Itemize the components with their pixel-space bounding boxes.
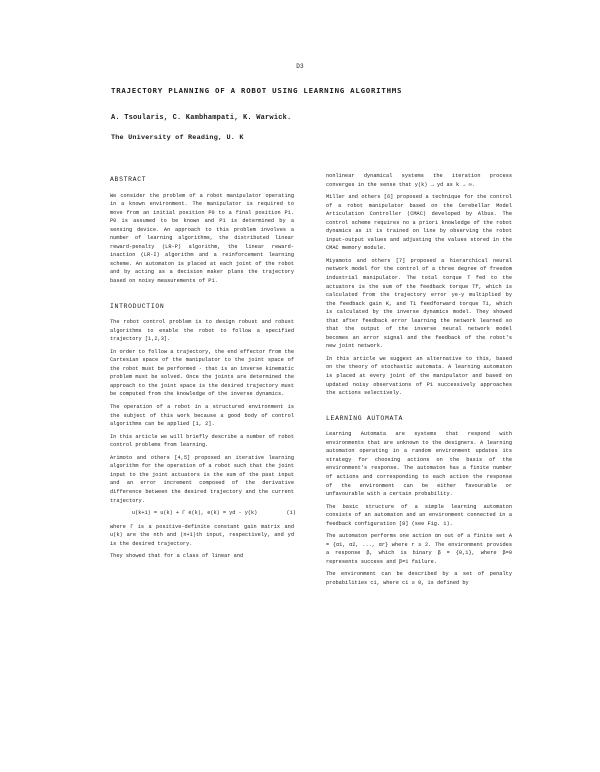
equation-number: (1) bbox=[286, 510, 296, 517]
right-paragraph-2: Miller and others [6] proposed a technique for the control of a robot manipulator based on the Cerebellar Model Articulation Controller (CMAC) developed by Albus. The control scheme requires no a priori knowledge of the robot dynamics as it is trained on line by observing the robot input-output values and adjusting the values stored in the CMAC memory module. bbox=[326, 194, 516, 252]
abstract-heading: ABSTRACT bbox=[110, 176, 147, 183]
right-column bbox=[326, 172, 516, 588]
right-paragraph-3: Miyamoto and others [7] proposed a hierarchical neural network model for the control of a three degree of freedom industrial manipulator. The total torque T fed to the actuators is the sum of the feedback torque Tf, which is calculated from the trajectory error ye-y multiplied by the feedback gain K, and Ti feedforward torque Ti, which is calculated by the inverse dynamics model. They showed that after feedback error learning the network learned so that the output of the inverse neural network model becomes an error signal and the feedback of the robot's new joint network. bbox=[326, 257, 516, 350]
paper-affiliation: The University of Reading, U. K bbox=[111, 134, 244, 142]
right-paragraph-8: The environment can be described by a set of penalty probabilities ci, where ci ≥ 0, is defined by bbox=[326, 571, 516, 586]
left-column bbox=[110, 176, 298, 561]
intro-paragraph-6: where Γ is a positive-definite constant gain matrix and u(k) are the nth and (n+1)th input, respectively, and yd is the desired trajectory. bbox=[110, 523, 298, 547]
right-paragraph-1: nonlinear dynamical systems the iteration process converges in the sense that y(k) → yd as k → ∞. bbox=[326, 173, 516, 188]
paper-authors: A. Tsoularis, C. Kambhampati, K. Warwick. bbox=[111, 114, 292, 122]
intro-paragraph-1: The robot control problem is to design robust and robust algorithms to enable the robot to follow a specified trajectory [1,2,3]. bbox=[110, 319, 298, 343]
abstract-text: We consider the problem of a robot manipulator operating in a known environment. The manipulator is required to move from an initial position P0 to a final position P1. P0 is assumed to be known and P1 is determined by a sensing device. An approach to this problem involves a number of learning algorithms, the distributed linear reward-penalty (LR-P) algorithm, the linear reward-inaction (LR-I) algorithm and a reinforcement learning scheme. An automaton is placed at each joint of the robot and by acting as a decision maker plans the trajectory based on noisy measurements of P1. bbox=[110, 192, 298, 285]
learning-automata-heading: LEARNING AUTOMATA bbox=[326, 414, 404, 422]
right-paragraph-4: In this article we suggest an alternative to this, based on the theory of stochastic automata. A learning automaton is placed at every joint of the manipulator and based on updated noisy observations of P1 successively approaches the actions selectively. bbox=[326, 355, 516, 397]
equation-1 bbox=[132, 509, 294, 518]
right-paragraph-5: Learning Automata are systems that respond with environments that are unknown to the designers. A learning automaton operating in a random environment updates its strategy for choosing actions on the basis of the environment's response. The automaton has a finite number of actions and corresponding to each action the response of the environment can be either favourable or unfavourable with a certain probability. bbox=[326, 431, 516, 498]
intro-paragraph-7: They showed that for a class of linear and bbox=[110, 553, 244, 560]
equation-body: u(k+1) = u(k) + Γ ė(k), e(k) = yd - y(k) bbox=[132, 510, 258, 517]
right-paragraph-6: The basic structure of a simple learning automaton consists of an automaton and an environment connected in a feedback configuration [8] (see Fig. 1). bbox=[326, 503, 516, 527]
paper-title: TRAJECTORY PLANNING OF A ROBOT USING LEARNING ALGORITHMS bbox=[111, 86, 403, 95]
page-number: D3 bbox=[296, 63, 304, 70]
intro-paragraph-2: In order to follow a trajectory, the end effector from the Cartesian space of the manipulator to the joint space of the robot must be performed - that is an inverse kinematic problem must be solved. Once the joints are determined the approach to the joint space is the desired trajectory must be computed from the knowledge of the inverse dynamics. bbox=[110, 348, 298, 398]
introduction-heading: INTRODUCTION bbox=[110, 302, 165, 310]
intro-paragraph-5: Arimoto and others [4,5] proposed an iterative learning algorithm for the operation of a robot such that the joint input to the joint actuators is the sum of the past input and an error increment composed of the derivative difference between the desired trajectory and the current trajectory. bbox=[110, 454, 298, 504]
intro-paragraph-4: In this article we will briefly describe a number of robot control problems from learning. bbox=[110, 433, 298, 449]
right-paragraph-7: The automaton performs one action αn out of a finite set A = {α1, α2, ..., αr} where r ≥ 2. The environment provides a response β, which is binary β = {0,1}, where β=0 represents success and β=1 failure. bbox=[326, 533, 516, 565]
intro-paragraph-3: The operation of a robot in a structured environment is the subject of this work because a good body of control algorithms can be applied [1, 2]. bbox=[110, 404, 298, 428]
